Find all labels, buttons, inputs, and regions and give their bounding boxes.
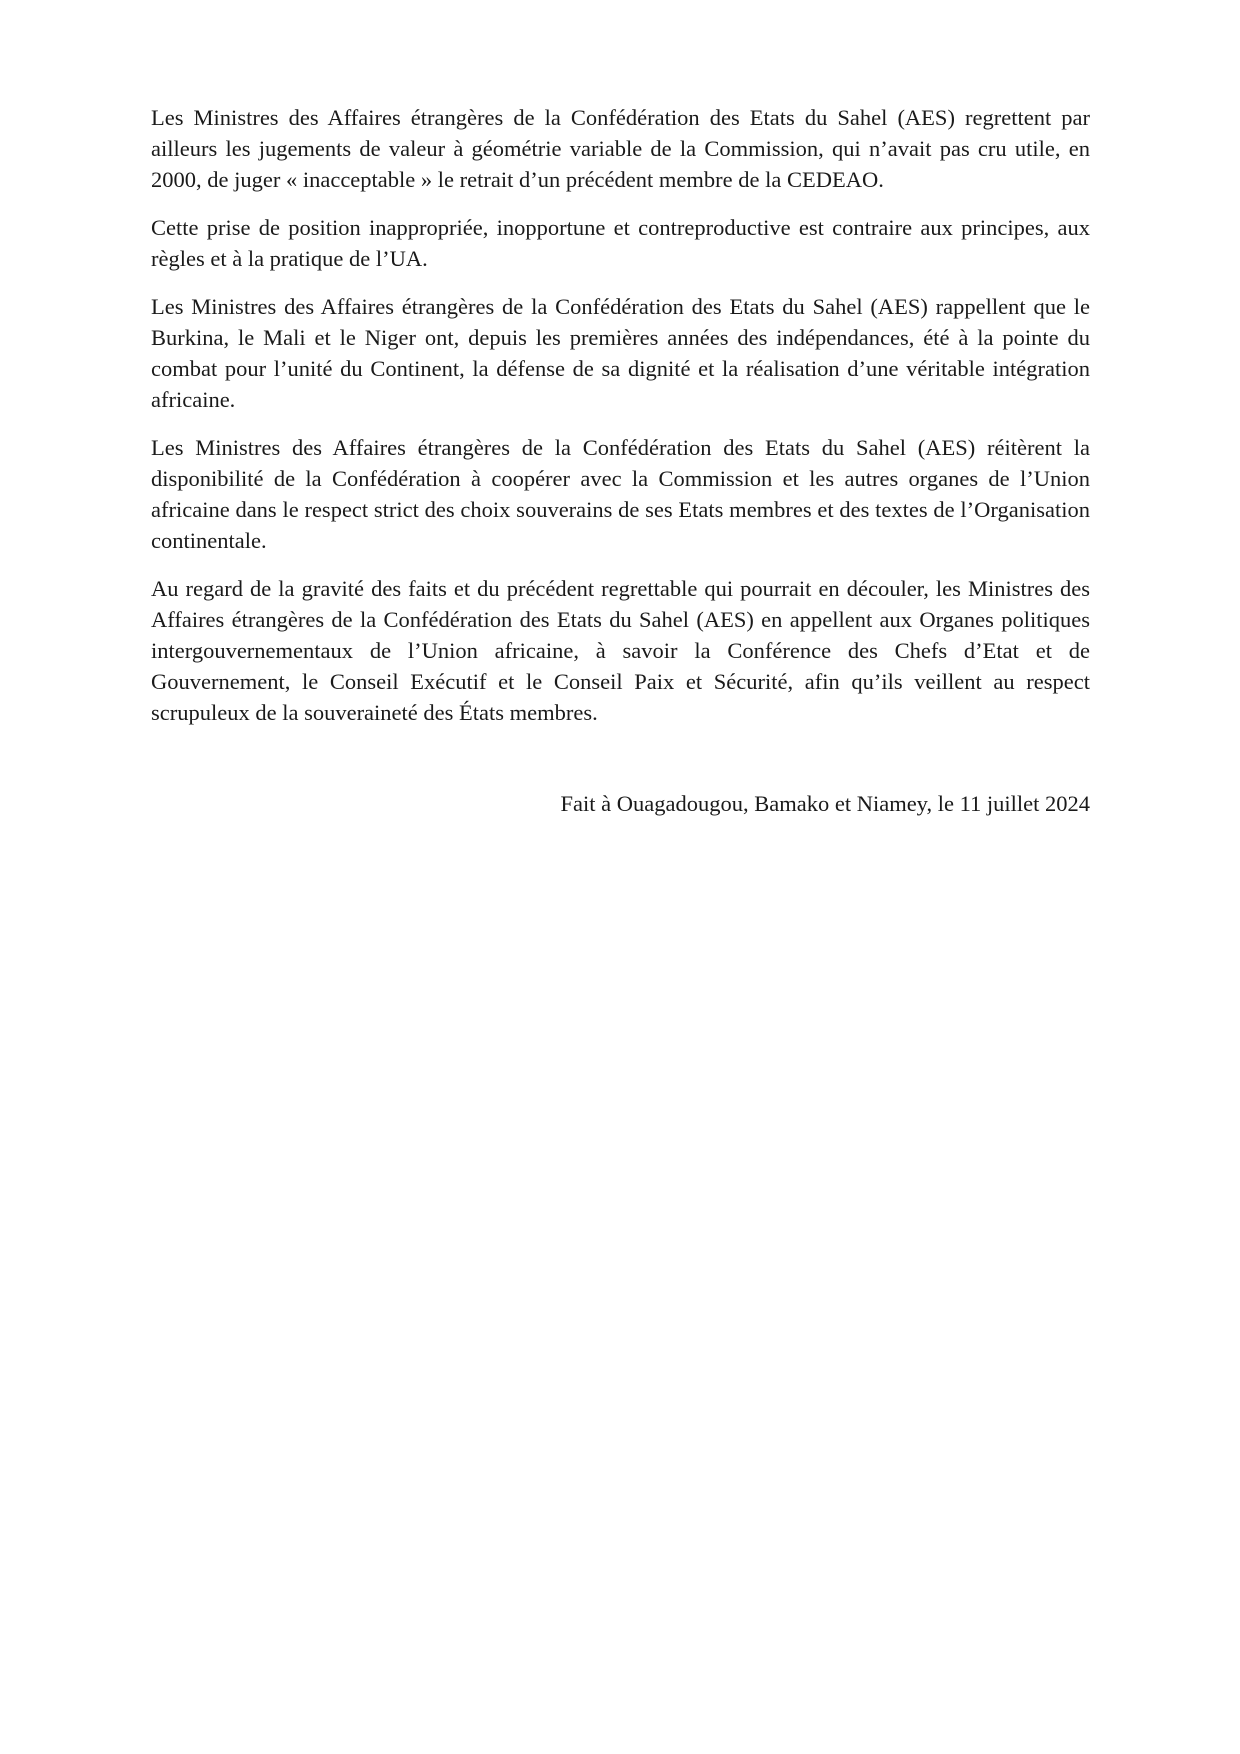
paragraph-2: Cette prise de position inappropriée, inopportune et contreproductive est contraire aux principes, aux règles et à la pratique de l’UA. bbox=[151, 215, 1090, 271]
paragraph-1: Les Ministres des Affaires étrangères de la Confédération des Etats du Sahel (AES) regrettent par ailleurs les jugements de valeur à géométrie variable de la Commission, qui n’avait pas cru utile, en 2000, de juger « inacceptable » le retrait d’un précédent membre de la CEDEAO. bbox=[151, 105, 1090, 192]
paragraph-4: Les Ministres des Affaires étrangères de la Confédération des Etats du Sahel (AES) réitèrent la disponibilité de la Confédération à coopérer avec la Commission et les autres organes de l’Union africaine dans le respect strict des choix souverains de ses Etats membres et des textes de l’Organisation continentale. bbox=[151, 435, 1090, 553]
place-and-date-line: Fait à Ouagadougou, Bamako et Niamey, le 11 juillet 2024 bbox=[560, 791, 1090, 816]
paragraph-3: Les Ministres des Affaires étrangères de la Confédération des Etats du Sahel (AES) rappellent que le Burkina, le Mali et le Niger ont, depuis les premières années des indépendances, été à la pointe du combat pour l’unité du Continent, la défense de sa dignité et la réalisation d’une véritable intégration africaine. bbox=[151, 294, 1090, 412]
paragraph-5: Au regard de la gravité des faits et du précédent regrettable qui pourrait en découler, les Ministres des Affaires étrangères de la Confédération des Etats du Sahel (AES) en appellent aux Organes politiques intergouvernementaux de l’Union africaine, à savoir la Conférence des Chefs d’Etat et de Gouvernement, le Conseil Exécutif et le Conseil Paix et Sécurité, afin qu’ils veillent au respect scrupuleux de la souveraineté des États membres. bbox=[151, 576, 1090, 725]
document-body bbox=[151, 102, 1090, 745]
